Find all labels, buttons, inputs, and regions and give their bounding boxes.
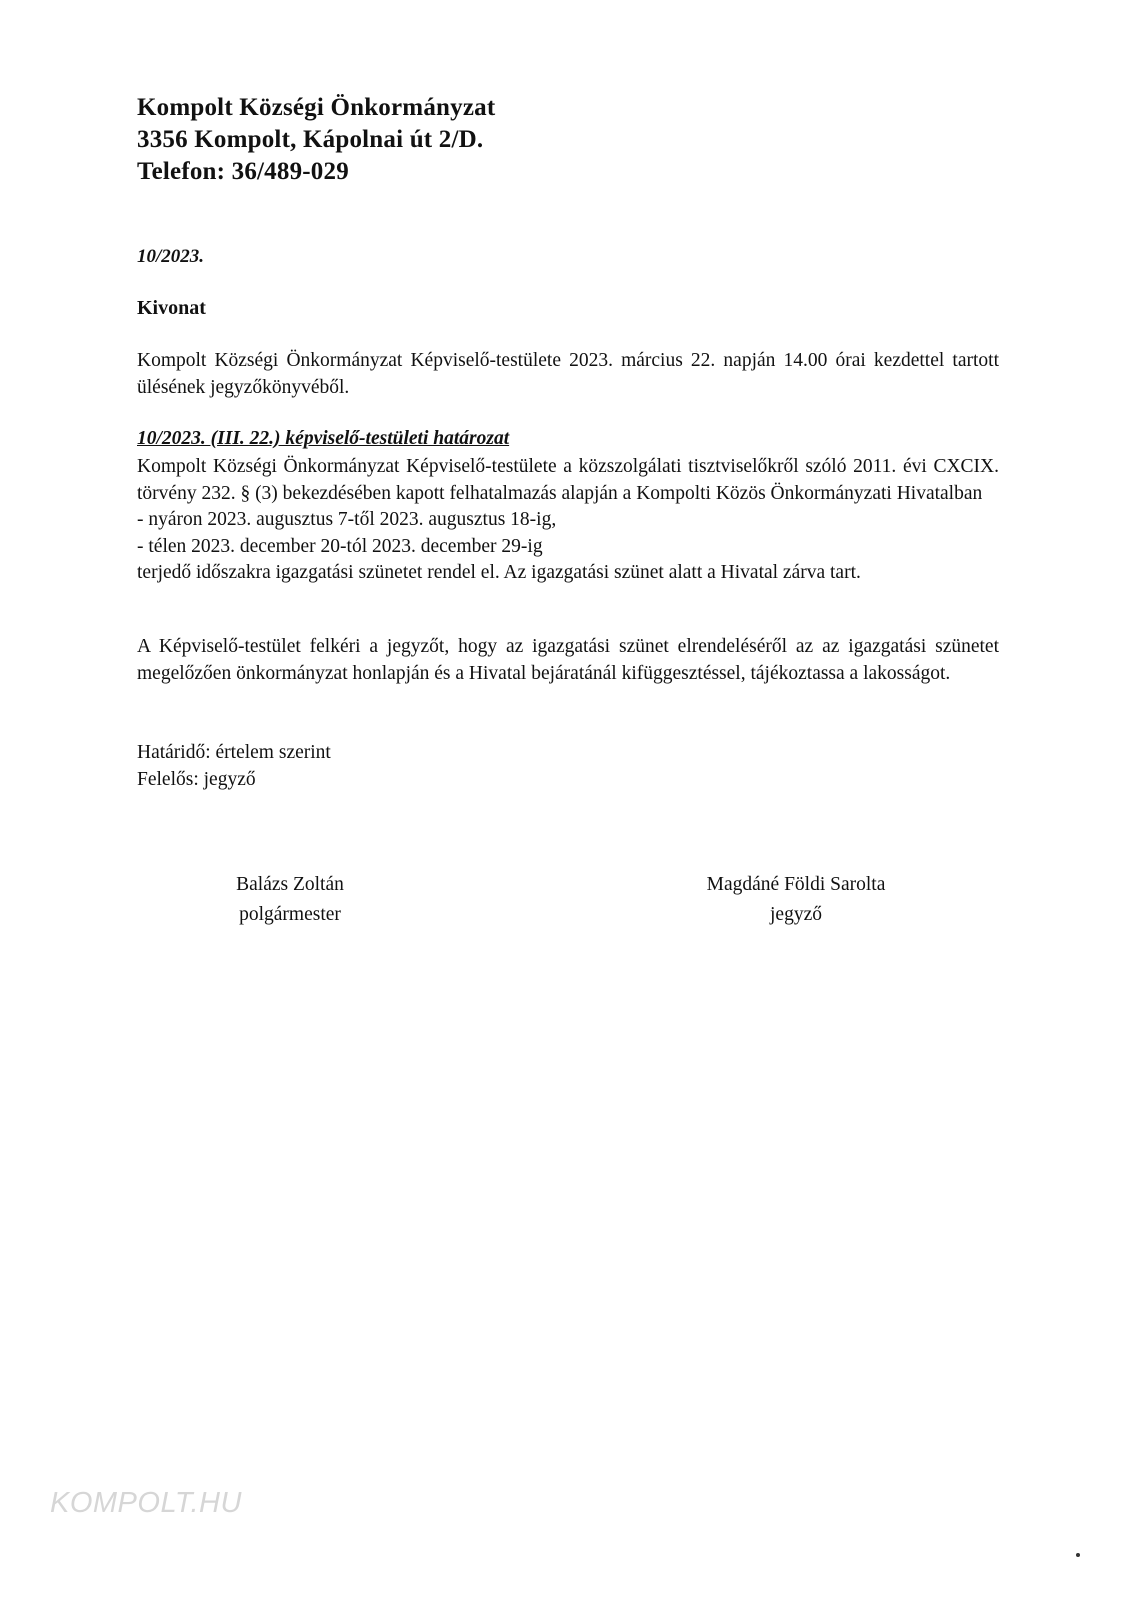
signature-notary-name: Magdáné Földi Sarolta [706, 874, 886, 895]
organization-phone: Telefon: 36/489-029 [137, 158, 349, 185]
intro-paragraph: Kompolt Községi Önkormányzat Képviselő-testülete 2023. március 22. napján 14.00 órai kezdettel tartott ülésének jegyzőkönyvéből. [137, 350, 999, 398]
signature-mayor-name: Balázs Zoltán [236, 874, 344, 895]
organization-name: Kompolt Községi Önkormányzat [137, 94, 496, 121]
responsible-line: Felelős: jegyző [137, 768, 256, 790]
signature-notary-title: jegyző [770, 904, 822, 925]
signature-mayor-title: polgármester [239, 904, 341, 925]
deadline-block [137, 740, 999, 793]
request-paragraph: A Képviselő-testület felkéri a jegyzőt, hogy az igazgatási szünet elrendeléséről az az igazgatási szünetet megelőzően önkormányzat honlapján és a Hivatal bejáratánál kifüggesztéssel, tájékoztassa a lakosságot. [137, 636, 999, 684]
organization-address: 3356 Kompolt, Kápolnai út 2/D. [137, 126, 484, 153]
resolution-body [137, 454, 999, 587]
site-watermark: KOMPOLT.HU [50, 1487, 242, 1519]
letterhead [137, 92, 495, 188]
reference-number: 10/2023. [137, 246, 205, 267]
resolution-body-intro: Kompolt Községi Önkormányzat Képviselő-testülete a közszolgálati tisztviselőkről szóló 2011. évi CXCIX. törvény 232. § (3) bekezdésében kapott felhatalmazás alapján a Kompolti Közös Önkormányzati Hivatalban [137, 456, 999, 504]
resolution-item-summer: - nyáron 2023. augusztus 7-től 2023. augusztus 18-ig, [137, 509, 557, 530]
signature-mayor [200, 870, 380, 930]
resolution-body-outro: terjedő időszakra igazgatási szünetet rendel el. Az igazgatási szünet alatt a Hivatal zárva tart. [137, 562, 861, 583]
scan-speck [1076, 1553, 1080, 1557]
resolution-item-winter: - télen 2023. december 20-tól 2023. december 29-ig [137, 535, 543, 557]
document-type: Kivonat [137, 297, 206, 319]
signature-notary [680, 870, 912, 930]
resolution-title: 10/2023. (III. 22.) képviselő-testületi határozat [137, 428, 510, 449]
deadline-line: Határidő: értelem szerint [137, 742, 331, 763]
